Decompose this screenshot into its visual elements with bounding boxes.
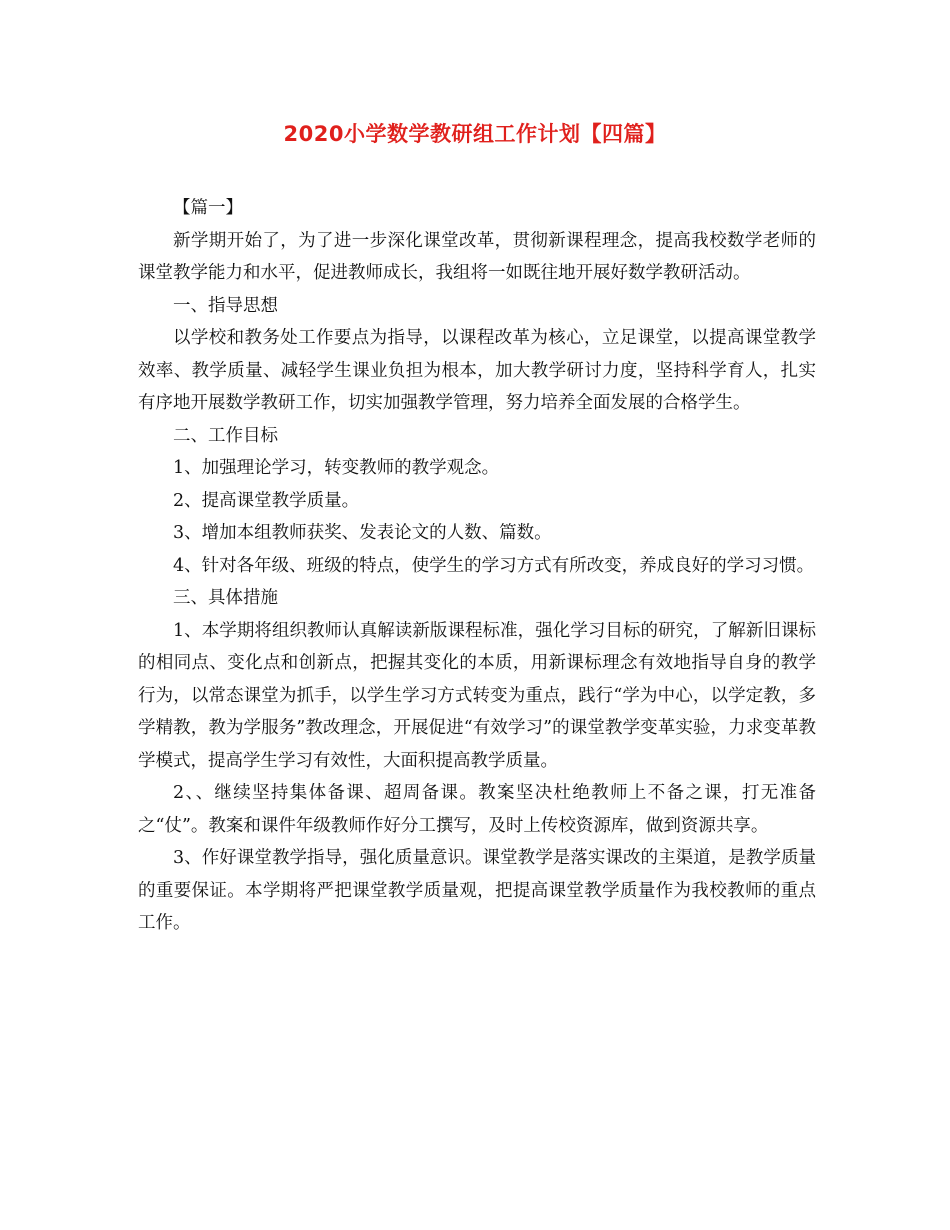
guiding-thought-paragraph: 以学校和教务处工作要点为指导，以课程改革为核心，立足课堂，以提高课堂教学效率、教学质量、减轻学生课业负担为根本，加大教学研讨力度，坚持科学育人，扎实有序地开展数学教研工作，切实加强教学管理，努力培养全面发展的合格学生。 [138, 328, 816, 413]
measure-item-3: 3、作好课堂教学指导，强化质量意识。课堂教学是落实课改的主渠道，是教学质量的重要保证。本学期将严把课堂教学质量观，把提高课堂教学质量作为我校教师的重点工作。 [138, 848, 816, 933]
intro-paragraph: 新学期开始了，为了进一步深化课堂改革，贯彻新课程理念，提高我校数学老师的课堂教学能力和水平，促进教师成长，我组将一如既往地开展好数学教研活动。 [138, 230, 816, 283]
heading-guiding-thought: 一、指导思想 [173, 295, 278, 316]
heading-work-goals: 二、工作目标 [173, 425, 278, 446]
goal-item-4: 4、针对各年级、班级的特点，使学生的学习方式有所改变，养成良好的学习习惯。 [173, 555, 815, 576]
goal-item-1: 1、加强理论学习，转变教师的教学观念。 [173, 458, 500, 478]
goal-item-3: 3、增加本组教师获奖、发表论文的人数、篇数。 [173, 523, 552, 543]
section-heading-part-one: 【篇一】 [173, 198, 243, 218]
document-title: 2020小学数学教研组工作计划【四篇】 [283, 122, 667, 146]
goal-item-2: 2、提高课堂教学质量。 [173, 490, 360, 511]
document-body [138, 192, 816, 940]
measure-item-2: 2、、继续坚持集体备课、超周备课。教案坚决杜绝教师上不备之课，打无准备之“仗”。教案和课件年级教师作好分工撰写，及时上传校资源库，做到资源共享。 [138, 783, 816, 836]
measure-item-1: 1、本学期将组织教师认真解读新版课程标准，强化学习目标的研究，了解新旧课标的相同点、变化点和创新点，把握其变化的本质，用新课标理念有效地指导自身的教学行为，以常态课堂为抓手，以学生学习方式转变为重点，践行“学为中心，以学定教，多学精教，教为学服务”教改理念，开展促进“有效学习”的课堂教学变革实验，力求变革教学模式，提高学生学习有效性，大面积提高教学质量。 [138, 620, 816, 771]
heading-specific-measures: 三、具体措施 [173, 588, 278, 608]
